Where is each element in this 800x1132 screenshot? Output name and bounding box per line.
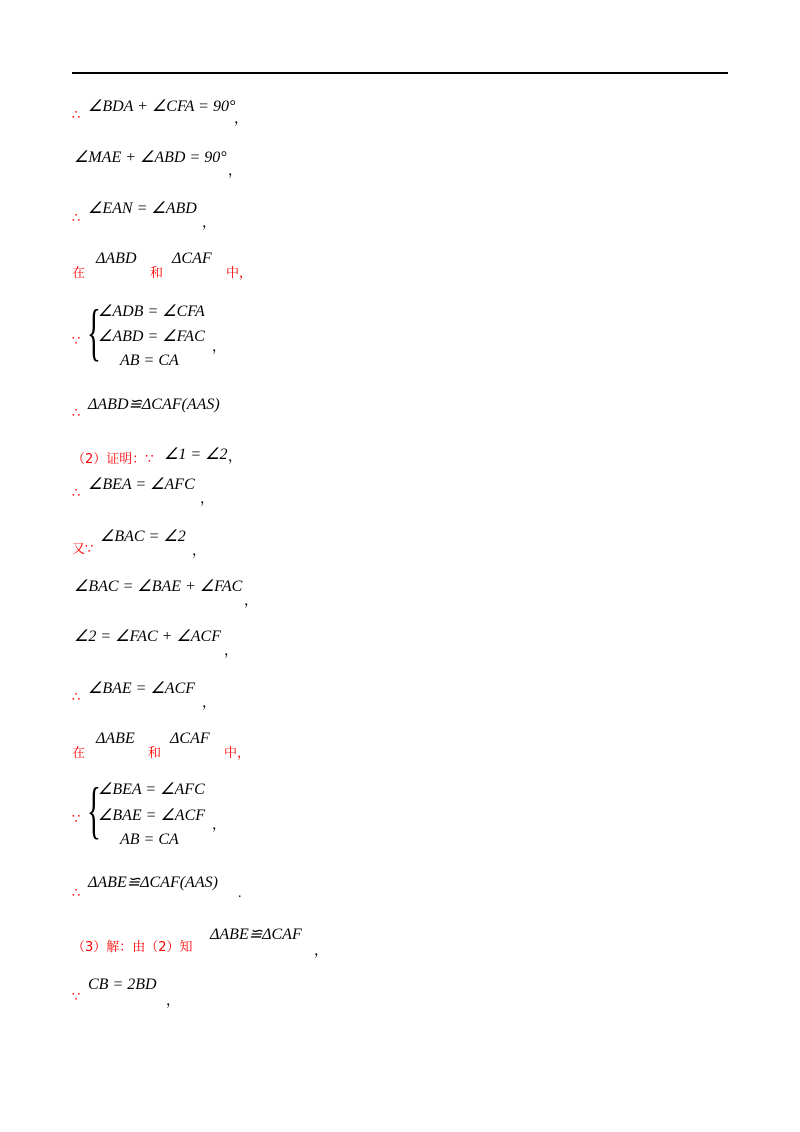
equation: ∠BEA = ∠AFC (88, 476, 195, 493)
system-row: ∠ABD = ∠FAC (98, 328, 205, 345)
comma: ， (202, 696, 216, 711)
comma: ， (228, 450, 242, 465)
therefore-symbol: ∴ (72, 108, 81, 123)
congruence-statement: ΔABE≌ΔCAF (210, 926, 302, 943)
equation: ∠BAE = ∠ACF (88, 680, 196, 697)
triangle-1: ΔABE (96, 730, 135, 747)
triangle-1: ΔABD (96, 250, 137, 267)
system-row: ∠BAE = ∠ACF (98, 807, 206, 824)
equation: ∠1 = ∠2 (164, 446, 228, 463)
system-row: ∠ADB = ∠CFA (98, 303, 205, 320)
comma: ， (202, 216, 216, 231)
comma: ， (314, 944, 328, 959)
and-label: 和 (148, 746, 162, 761)
left-brace: { (87, 774, 101, 845)
therefore-symbol: ∴ (72, 486, 81, 501)
because-symbol: ∵ (72, 812, 81, 827)
equation: ∠EAN = ∠ABD (88, 200, 197, 217)
comma: ， (212, 340, 226, 355)
therefore-symbol: ∴ (72, 690, 81, 705)
equation: ∠MAE + ∠ABD = 90° (74, 149, 227, 166)
comma: ， (192, 544, 206, 559)
equation: ∠BAC = ∠BAE + ∠FAC (74, 578, 243, 595)
equation: ∠2 = ∠FAC + ∠ACF (74, 628, 221, 645)
equation: ΔABD≌ΔCAF(AAS) (88, 396, 220, 413)
in-label: 在 (72, 746, 86, 761)
part-3-label: （3）解：由（2）知 (72, 940, 193, 955)
equation: ∠BAC = ∠2 (100, 528, 186, 545)
comma: ， (212, 818, 226, 833)
comma: ， (234, 112, 248, 127)
system-row: AB = CA (120, 352, 179, 369)
therefore-symbol: ∴ (72, 211, 81, 226)
triangle-2: ΔCAF (170, 730, 210, 747)
system-row: ∠BEA = ∠AFC (98, 781, 205, 798)
middle-label: 中， (224, 746, 251, 761)
also-because-symbol: 又∵ (72, 542, 94, 557)
because-symbol: ∵ (72, 334, 81, 349)
comma: ， (200, 492, 214, 507)
middle-label: 中， (226, 266, 253, 281)
equation: CB = 2BD (88, 976, 157, 993)
equation: ∠BDA + ∠CFA = 90° (88, 98, 236, 115)
because-symbol: ∵ (72, 990, 81, 1005)
therefore-symbol: ∴ (72, 406, 81, 421)
triangle-2: ΔCAF (172, 250, 212, 267)
part-2-label: （2）证明：∵ (72, 452, 154, 467)
comma: ， (228, 164, 242, 179)
header-rule (72, 72, 728, 74)
system-row: AB = CA (120, 831, 179, 848)
comma: ， (166, 994, 180, 1009)
comma: ， (224, 644, 238, 659)
in-label: 在 (72, 266, 86, 281)
comma: ， (244, 594, 258, 609)
equation: ΔABE≌ΔCAF(AAS) (88, 874, 218, 891)
therefore-symbol: ∴ (72, 886, 81, 901)
and-label: 和 (150, 266, 164, 281)
left-brace: { (87, 296, 101, 367)
period: . (238, 886, 242, 901)
